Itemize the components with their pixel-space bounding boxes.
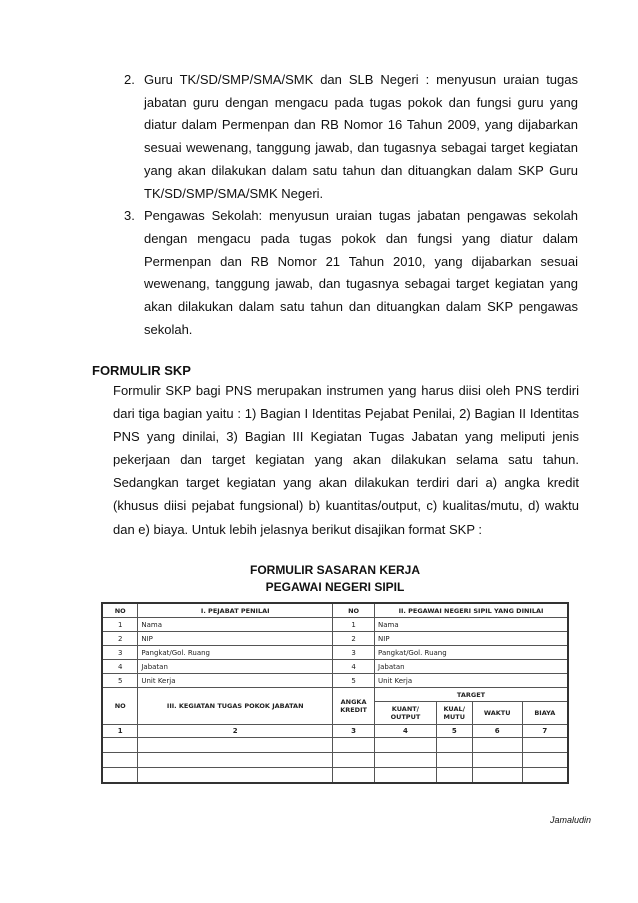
list-text: Pengawas Sekolah: menyusun uraian tugas jabatan pengawas sekolah dengan mengacu pada tugas pokok dan fungsi yang diatur dalam Permenpan dan RB Nomor 21 Tahun 2010, yang dijabarkan sesuai wewenang, tanggung jawab, dan tugasnya sebagai target kegiatan yang akan dilakukan dalam satu tahun dan dituangkan dalam SKP pengawas sekolah.: [144, 208, 578, 337]
empty-row: [102, 738, 568, 753]
column-number: 5: [436, 725, 472, 738]
row-number: 5: [102, 674, 138, 688]
header-no: NO: [333, 603, 375, 618]
identity-label: NIP: [138, 632, 333, 646]
list-number: 3.: [124, 208, 135, 224]
column-number: 3: [333, 725, 375, 738]
header-waktu: WAKTU: [472, 702, 522, 725]
header-biaya: BIAYA: [522, 702, 568, 725]
row-number: 3: [333, 646, 375, 660]
header-kualitas: KUAL/ MUTU: [436, 702, 472, 725]
identity-label: Unit Kerja: [138, 674, 333, 688]
body-paragraph: Formulir SKP bagi PNS merupakan instrumen yang harus diisi oleh PNS terdiri dari tiga bagian yaitu : 1) Bagian I Identitas Pejabat Penilai, 2) Bagian II Identitas PNS yang dinilai, 3) Bagian III Kegiatan Tugas Jabatan yang meliputi jenis pekerjaan dan target kegiatan yang akan dilakukan selama satu tahun. Sedangkan target kegiatan yang akan dilakukan terdiri dari a) angka kredit (khusus diisi pejabat fungsional) b) kuantitas/output, c) kualitas/mutu, d) waktu dan e) biaya. Untuk lebih jelasnya berikut disajikan format SKP :: [113, 383, 579, 537]
row-number: 2: [102, 632, 138, 646]
list-item: [124, 69, 578, 205]
identity-label: Unit Kerja: [375, 674, 568, 688]
identity-label: Jabatan: [375, 660, 568, 674]
form-title-line-2: PEGAWAI NEGERI SIPIL: [265, 580, 405, 594]
column-number: 1: [102, 725, 138, 738]
row-number: 1: [333, 618, 375, 632]
author-footer: Jamaludin: [549, 815, 591, 825]
section-title: FORMULIR SKP: [92, 363, 191, 378]
form-title-line-1: FORMULIR SASARAN KERJA: [249, 563, 420, 577]
list-item: [124, 205, 578, 341]
header-kegiatan: III. KEGIATAN TUGAS POKOK JABATAN: [138, 688, 333, 725]
list-number: 2.: [124, 72, 135, 87]
row-number: 3: [102, 646, 138, 660]
column-number: 2: [138, 725, 333, 738]
column-number: 7: [522, 725, 568, 738]
identity-label: Pangkat/Gol. Ruang: [138, 646, 333, 660]
row-number: 4: [333, 660, 375, 674]
header-no: NO: [102, 688, 138, 725]
header-kuantitas: KUANT/ OUTPUT: [375, 702, 437, 725]
header-pns-dinilai: II. PEGAWAI NEGERI SIPIL YANG DINILAI: [375, 603, 568, 618]
list-text: Guru TK/SD/SMP/SMA/SMK dan SLB Negeri : menyusun uraian tugas jabatan guru dengan mengacu pada tugas pokok dan fungsi guru yang diatur dalam Permenpan dan RB Nomor 16 Tahun 2009, yang dijabarkan sesuai wewenang, tanggung jawab, dan tugasnya sebagai target kegiatan yang akan dilakukan dalam satu tahun dan dituangkan dalam SKP Guru TK/SD/SMP/SMA/SMK Negeri.: [144, 72, 578, 201]
identity-label: Nama: [375, 618, 568, 632]
empty-row: [102, 753, 568, 768]
row-number: 1: [102, 618, 138, 632]
identity-label: Jabatan: [138, 660, 333, 674]
identity-label: Pangkat/Gol. Ruang: [375, 646, 568, 660]
identity-label: Nama: [138, 618, 333, 632]
header-no: NO: [102, 603, 138, 618]
row-number: 2: [333, 632, 375, 646]
row-number: 4: [102, 660, 138, 674]
column-number: 4: [375, 725, 437, 738]
identity-label: NIP: [375, 632, 568, 646]
column-number: 6: [472, 725, 522, 738]
header-pejabat-penilai: I. PEJABAT PENILAI: [138, 603, 333, 618]
row-number: 5: [333, 674, 375, 688]
numbered-list: [124, 69, 578, 341]
empty-row: [102, 768, 568, 784]
skp-form-table: [101, 602, 569, 784]
header-angka-kredit: ANGKA KREDIT: [333, 688, 375, 725]
header-target: TARGET: [375, 688, 568, 702]
